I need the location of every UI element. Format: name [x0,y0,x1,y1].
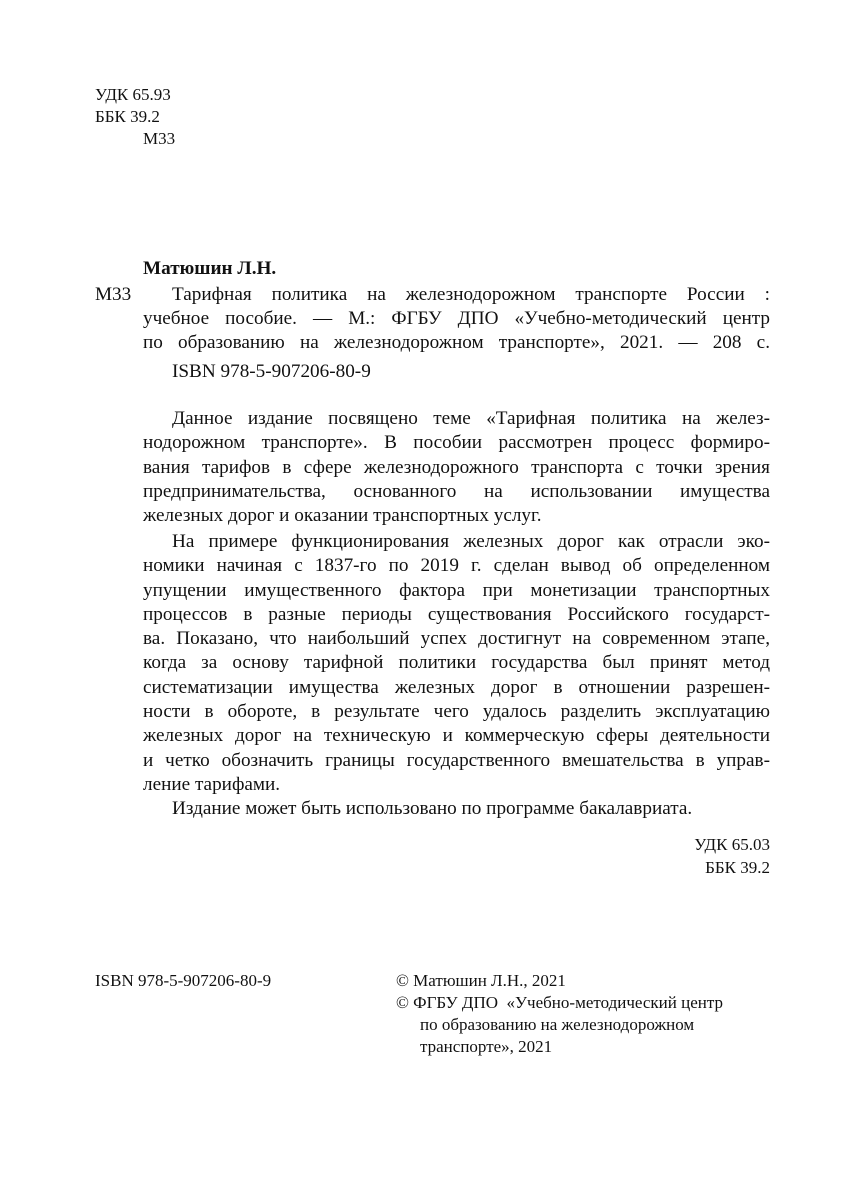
text-line: железных дорог и оказании транспортных услуг. [143,505,542,527]
abstract-paragraph-2 [143,530,770,797]
text-line: вания тарифов в сфере железнодорожного транспорта с точки зрения [143,456,770,478]
text-line: систематизации имущества железных дорог в отношении разрешен- [143,676,770,698]
copyright-publisher-line-2: по образованию на железнодорожном [420,1015,695,1034]
text-line: ва. Показано, что наибольший успех достигнут на современном этапе, [143,628,770,650]
bbk-code-top: ББК 39.2 [95,107,160,126]
text-line: нодорожном транспорте». В пособии рассмотрен процесс формиро- [143,432,770,454]
isbn-footer: ISBN 978-5-907206-80-9 [95,971,272,990]
text-line: железных дорог на техническую и коммерческую сферы деятельности [143,725,770,747]
text-line: Данное издание посвящено теме «Тарифная политика на желез- [172,408,770,429]
bibliographic-title-line [172,283,770,307]
text-line: Издание может быть использовано по программе бакалавриата. [172,798,693,819]
text-line: На примере функционирования железных дорог как отрасли эко- [172,531,770,552]
author-name: Матюшин Л.Н. [143,258,277,279]
copyright-publisher: © ФГБУ ДПО «Учебно-методический центр [396,993,723,1012]
isbn-record: ISBN 978-5-907206-80-9 [172,361,371,382]
abstract-paragraph-3 [143,797,770,821]
udk-code-top: УДК 65.93 [95,85,171,104]
text-line: упущении имущественного фактора при монетизации транспортных [143,579,770,601]
text-line: предпринимательства, основанного на использовании имущества [143,480,770,502]
text-line: номики начиная с 1837-го по 2019 г. сделан вывод об определенном [143,555,770,577]
author-mark-left: М33 [95,284,132,305]
udk-code-right: УДК 65.03 [694,835,770,854]
text-line: когда за основу тарифной политики государства был принят метод [143,652,770,674]
author-mark-top: М33 [143,129,176,148]
abstract-paragraph-1 [143,407,770,528]
bibliographic-line-3: по образованию на железнодорожном транспорте», 2021. — 208 с. [143,332,770,353]
text-line: процессов в разные периоды существования Российского государст- [143,603,770,625]
bibliographic-line-2: учебное пособие. — М.: ФГБУ ДПО «Учебно-методический центр [143,308,770,329]
text-line: ности в обороте, в результате чего удалось разделить эксплуатацию [143,701,770,723]
bbk-code-right: ББК 39.2 [705,858,770,877]
bibliographic-line-1: Тарифная политика на железнодорожном транспорте России : [172,284,770,305]
copyright-publisher-line-3: транспорте», 2021 [420,1037,553,1056]
text-line: и четко обозначить границы государственного вмешательства в управ- [143,749,770,771]
text-line: ление тарифами. [143,773,281,795]
copyright-author: © Матюшин Л.Н., 2021 [396,971,566,990]
